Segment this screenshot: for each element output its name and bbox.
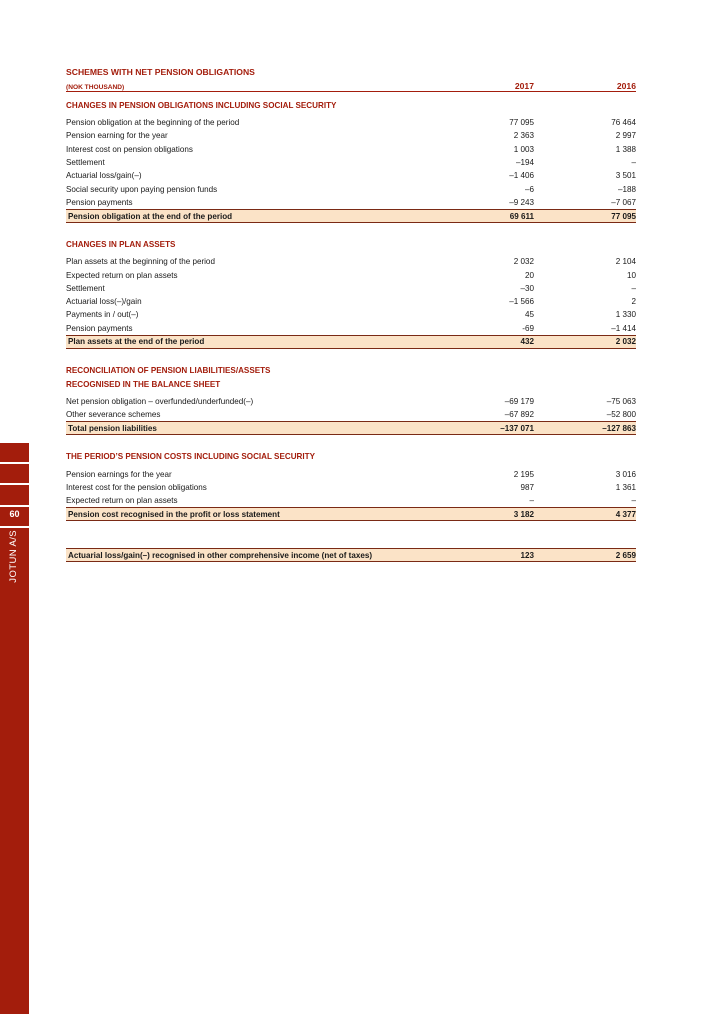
table-row (66, 308, 636, 321)
value-2017: –9 243 (509, 197, 534, 207)
oci-total-row (66, 548, 636, 562)
total-label: Total pension liabilities (68, 423, 157, 433)
section-reconciliation (66, 363, 636, 436)
total-2016: 2 659 (615, 550, 636, 560)
row-label: Pension obligation at the beginning of the period (66, 118, 240, 128)
row-label: Expected return on plan assets (66, 270, 178, 280)
row-label: Social security upon paying pension funds (66, 184, 218, 194)
sidebar-band (0, 443, 29, 1014)
pension-table (66, 66, 636, 562)
value-2017: – (529, 496, 534, 506)
total-2016: –127 863 (602, 423, 636, 433)
total-2016: 2 032 (615, 337, 636, 347)
sidebar-divider (0, 483, 29, 485)
company-name: JOTUN A/S (8, 530, 19, 583)
value-2017: –69 179 (504, 397, 534, 406)
value-2017: 1 003 (513, 144, 534, 154)
total-2017: –137 071 (500, 423, 534, 433)
row-label: Settlement (66, 158, 105, 168)
row-label: Net pension obligation – overfunded/underfunded(–) (66, 397, 254, 406)
row-label: Pension earnings for the year (66, 469, 172, 479)
value-2016: 1 388 (615, 144, 636, 154)
value-2017: –67 892 (504, 410, 534, 420)
table-row (66, 129, 636, 142)
total-row (66, 209, 636, 223)
row-label: Pension payments (66, 197, 133, 207)
row-label: Settlement (66, 283, 105, 293)
table-row (66, 322, 636, 335)
value-2016: 3 016 (615, 469, 636, 479)
row-label: Other severance schemes (66, 410, 161, 420)
value-2016: – (631, 496, 636, 506)
value-2017: 2 363 (513, 131, 534, 141)
table-row (66, 143, 636, 156)
row-label: Actuarial loss(–)/gain (66, 297, 142, 307)
total-2017: 3 182 (513, 509, 534, 519)
value-2016: 3 501 (615, 171, 636, 181)
section-heading: THE PERIOD’S PENSION COSTS INCLUDING SOCIAL SECURITY (66, 452, 315, 462)
value-2017: –1 566 (509, 297, 534, 307)
page-number: 60 (9, 509, 20, 519)
table-row (66, 182, 636, 195)
value-2016: – (631, 283, 636, 293)
row-label: Payments in / out(–) (66, 310, 139, 320)
total-2017: 69 611 (509, 211, 534, 221)
table-row (66, 295, 636, 308)
table-row (66, 282, 636, 295)
value-2016: –75 063 (606, 397, 636, 406)
sidebar-divider (0, 505, 29, 507)
year-2017-header: 2017 (514, 81, 534, 91)
value-2017: –6 (524, 184, 534, 194)
value-2017: 987 (520, 482, 534, 492)
total-label: Pension cost recognised in the profit or loss statement (68, 509, 280, 519)
year-2016-header: 2016 (616, 81, 636, 91)
row-label: Interest cost on pension obligations (66, 144, 193, 154)
value-2017: 77 095 (509, 118, 534, 128)
table-row (66, 481, 636, 494)
value-2017: –30 (520, 283, 534, 293)
table-row (66, 467, 636, 480)
table-row (66, 156, 636, 169)
value-2016: –188 (617, 184, 636, 194)
table-row (66, 268, 636, 281)
section-heading: RECONCILIATION OF PENSION LIABILITIES/ASSETS (66, 365, 271, 375)
value-2017: –194 (515, 158, 534, 168)
value-2016: 2 (631, 297, 636, 307)
section-oci (66, 548, 636, 562)
table-row (66, 255, 636, 268)
unit-label: (NOK THOUSAND) (66, 84, 125, 91)
table-row (66, 395, 636, 408)
value-2017: –1 406 (509, 171, 534, 181)
value-2017: 2 195 (513, 469, 534, 479)
row-label: Interest cost for the pension obligations (66, 482, 207, 492)
total-row (66, 335, 636, 349)
row-label: Expected return on plan assets (66, 496, 178, 506)
table-row (66, 169, 636, 182)
section-heading: CHANGES IN PENSION OBLIGATIONS INCLUDING SOCIAL SECURITY (66, 101, 337, 110)
value-2016: 76 464 (611, 118, 636, 128)
total-2016: 77 095 (611, 211, 636, 221)
value-2016: 2 997 (615, 131, 636, 141)
sidebar-divider (0, 462, 29, 464)
table-row (66, 408, 636, 421)
total-label: Plan assets at the end of the period (68, 337, 205, 347)
section-heading: CHANGES IN PLAN ASSETS (66, 240, 176, 250)
sidebar-divider (0, 526, 29, 528)
section-heading-line2: RECOGNISED IN THE BALANCE SHEET (66, 379, 221, 389)
table-title: SCHEMES WITH NET PENSION OBLIGATIONS (66, 67, 255, 77)
value-2016: 1 361 (615, 482, 636, 492)
table-row (66, 196, 636, 209)
value-2016: –7 067 (611, 197, 636, 207)
value-2017: 45 (524, 310, 534, 320)
row-label: Pension payments (66, 323, 133, 333)
total-label: Pension obligation at the end of the period (68, 211, 233, 221)
table-row (66, 494, 636, 507)
row-label: Plan assets at the beginning of the period (66, 257, 215, 267)
value-2016: 2 104 (615, 257, 636, 267)
value-2016: 10 (626, 270, 636, 280)
table-row (66, 116, 636, 129)
value-2017: 2 032 (513, 257, 534, 267)
value-2016: –52 800 (606, 410, 636, 420)
row-label: Pension earning for the year (66, 131, 168, 141)
section-plan-assets (66, 237, 636, 349)
total-2017: 432 (520, 337, 534, 347)
total-2017: 123 (520, 550, 534, 560)
total-row (66, 507, 636, 521)
value-2016: – (631, 158, 636, 168)
section-pension-obligations (66, 98, 636, 223)
value-2017: -69 (522, 323, 534, 333)
value-2017: 20 (524, 270, 534, 280)
row-label: Actuarial loss/gain(–) (66, 171, 142, 181)
value-2016: –1 414 (611, 323, 636, 333)
value-2016: 1 330 (615, 310, 636, 320)
table-header-row (66, 78, 636, 92)
total-2016: 4 377 (615, 509, 636, 519)
section-pension-costs (66, 449, 636, 521)
total-label: Actuarial loss/gain(–) recognised in other comprehensive income (net of taxes) (68, 550, 373, 560)
total-row (66, 421, 636, 435)
